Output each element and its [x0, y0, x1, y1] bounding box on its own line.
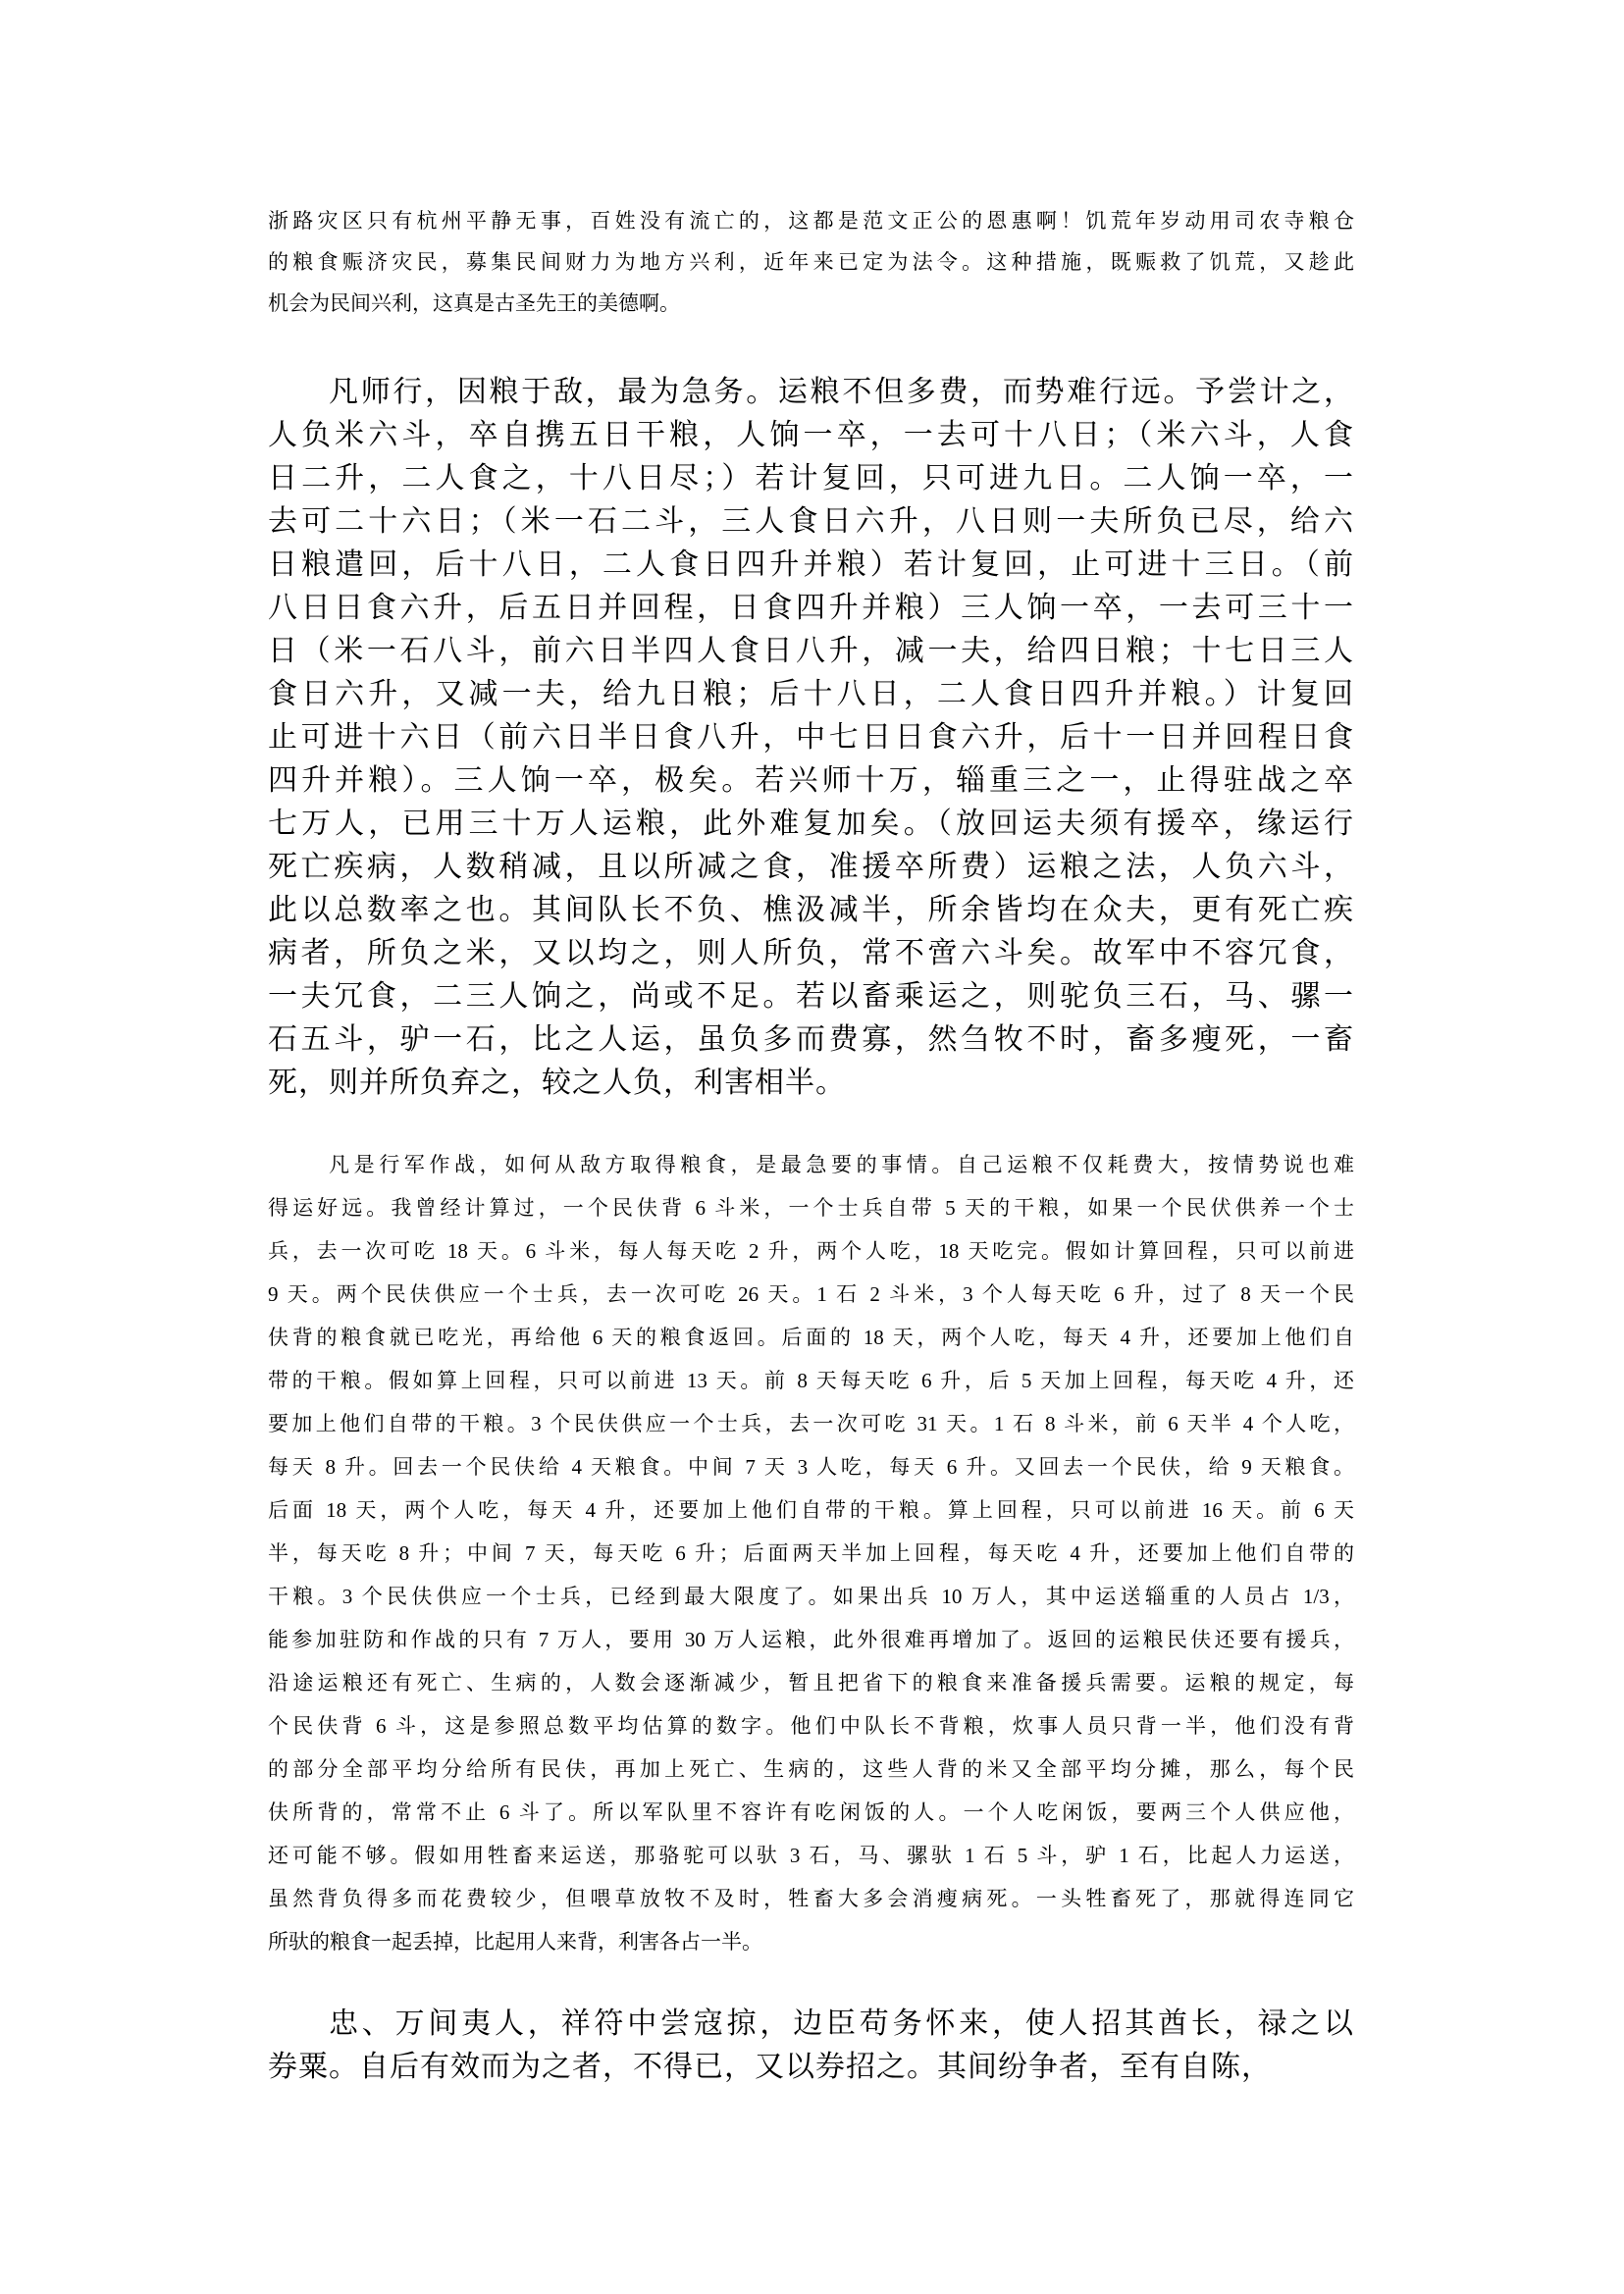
text-line: 死，则并所负弃之，较之人负，利害相半。: [268, 1067, 846, 1099]
paragraph-translation-continued: [268, 200, 1354, 324]
text-line: 虽然背负得多而花费较少，但喂草放牧不及时，牲畜大多会消瘦病死。一头牲畜死了，那就得连同它: [268, 1887, 1354, 1910]
text-line: 人负米六斗，卒自携五日干粮，人饷一卒，一去可十八日；（米六斗，人食: [268, 419, 1354, 451]
text-line: 止可进十六日（前六日半日食八升，中七日日食六升，后十一日并回程日食: [268, 721, 1354, 754]
text-line: 能参加驻防和作战的只有 7 万人，要用 30 万人运粮，此外很难再增加了。返回的运粮民伕还要有援兵，: [268, 1628, 1354, 1651]
text-line: 券粟。自后有效而为之者，不得已，又以券招之。其间纷争者，至有自陈，: [268, 2051, 1272, 2083]
text-line: 9 天。两个民伕供应一个士兵，去一次可吃 26 天。1 石 2 斗米，3 个人每天吃 6 升，过了 8 天一个民: [268, 1282, 1354, 1306]
text-line: 日二升，二人食之，十八日尽；）若计复回，只可进九日。二人饷一卒，一: [268, 462, 1354, 495]
page-content: [268, 200, 1354, 2089]
paragraph-modern-translation: [268, 1143, 1354, 1963]
paragraph-next-classical-passage: [268, 2003, 1354, 2089]
text-line: 干粮。3 个民伕供应一个士兵，已经到最大限度了。如果出兵 10 万人，其中运送辎重的人员占 1/3，: [268, 1585, 1354, 1608]
text-line: 个民伕背 6 斗，这是参照总数平均估算的数字。他们中队长不背粮，炊事人员只背一半，他们没有背: [268, 1714, 1354, 1738]
text-line: 此以总数率之也。其间队长不负、樵汲减半，所余皆均在众夫，更有死亡疾: [268, 894, 1354, 926]
text-line: 要加上他们自带的干粮。3 个民伕供应一个士兵，去一次可吃 31 天。1 石 8 斗米，前 6 天半 4 个人吃，: [268, 1412, 1354, 1435]
text-line: 还可能不够。假如用牲畜来运送，那骆驼可以驮 3 石，马、骡驮 1 石 5 斗，驴 1 石，比起人力运送，: [268, 1844, 1354, 1867]
text-line: 伕背的粮食就已吃光，再给他 6 天的粮食返回。后面的 18 天，两个人吃，每天 4 升，还要加上他们自: [268, 1326, 1354, 1349]
text-line: 去可二十六日；（米一石二斗，三人食日六升，八日则一夫所负已尽，给六: [268, 505, 1354, 538]
text-line: 八日日食六升，后五日并回程，日食四升并粮）三人饷一卒，一去可三十一: [268, 592, 1354, 624]
text-line: 得运好远。我曾经计算过，一个民伕背 6 斗米，一个士兵自带 5 天的干粮，如果一个民伏供养一个士: [268, 1196, 1354, 1220]
text-line: 日（米一石八斗，前六日半四人食日八升，减一夫，给四日粮；十七日三人: [268, 635, 1354, 667]
text-line: 带的干粮。假如算上回程，只可以前进 13 天。前 8 天每天吃 6 升，后 5 天加上回程，每天吃 4 升，还: [268, 1369, 1354, 1392]
text-line: 的粮食赈济灾民，募集民间财力为地方兴利，近年来已定为法令。这种措施，既赈救了饥荒，又趁此: [268, 250, 1354, 274]
text-line: 日粮遣回，后十八日，二人食日四升并粮）若计复回，止可进十三日。（前: [268, 548, 1354, 581]
text-line: 兵，去一次可吃 18 天。6 斗米，每人每天吃 2 升，两个人吃，18 天吃完。假如计算回程，只可以前进: [268, 1239, 1354, 1263]
text-line: 病者，所负之米，又以均之，则人所负，常不啻六斗矣。故军中不容冗食，: [268, 937, 1354, 969]
text-line: 死亡疾病，人数稍减，且以所减之食，准援卒所费）运粮之法，人负六斗，: [268, 851, 1354, 883]
text-line: 的部分全部平均分给所有民伕，再加上死亡、生病的，这些人背的米又全部平均分摊，那么，每个民: [268, 1757, 1354, 1781]
text-line: 七万人，已用三十万人运粮，此外难复加矣。（放回运夫须有援卒，缘运行: [268, 808, 1354, 840]
text-line: 每天 8 升。回去一个民伕给 4 天粮食。中间 7 天 3 人吃，每天 6 升。又回去一个民伕，给 9 天粮食。: [268, 1455, 1354, 1479]
text-line: 后面 18 天，两个人吃，每天 4 升，还要加上他们自带的干粮。算上回程，只可以前进 16 天。前 6 天: [268, 1498, 1354, 1522]
text-line: 凡师行，因粮于敌，最为急务。运粮不但多费，而势难行远。予尝计之，: [329, 376, 1354, 408]
text-line: 一夫冗食，二三人饷之，尚或不足。若以畜乘运之，则驼负三石，马、骡一: [268, 980, 1354, 1013]
text-line: 伕所背的，常常不止 6 斗了。所以军队里不容许有吃闲饭的人。一个人吃闲饭，要两三个人供应他，: [268, 1800, 1354, 1824]
text-line: 凡是行军作战，如何从敌方取得粮食，是最急要的事情。自己运粮不仅耗费大，按情势说也难: [329, 1153, 1354, 1176]
paragraph-classical-original: [268, 371, 1354, 1105]
text-line: 所驮的粮食一起丢掉，比起用人来背，利害各占一半。: [268, 1930, 762, 1954]
text-line: 机会为民间兴利，这真是古圣先王的美德啊。: [268, 291, 680, 315]
text-line: 沿途运粮还有死亡、生病的，人数会逐渐减少，暂且把省下的粮食来准备援兵需要。运粮的规定，每: [268, 1671, 1354, 1694]
text-line: 浙路灾区只有杭州平静无事，百姓没有流亡的，这都是范文正公的恩惠啊！饥荒年岁动用司农寺粮仓: [268, 209, 1354, 233]
text-line: 食日六升，又减一夫，给九日粮；后十八日，二人食日四升并粮。）计复回: [268, 678, 1354, 710]
text-line: 四升并粮）。三人饷一卒，极矣。若兴师十万，辎重三之一，止得驻战之卒: [268, 764, 1354, 797]
text-line: 半，每天吃 8 升；中间 7 天，每天吃 6 升；后面两天半加上回程，每天吃 4 升，还要加上他们自带的: [268, 1541, 1354, 1565]
text-line: 石五斗，驴一石，比之人运，虽负多而费寡，然刍牧不时，畜多瘦死，一畜: [268, 1023, 1354, 1056]
text-line: 忠、万间夷人，祥符中尝寇掠，边臣苟务怀来，使人招其酋长，禄之以: [329, 2007, 1354, 2040]
